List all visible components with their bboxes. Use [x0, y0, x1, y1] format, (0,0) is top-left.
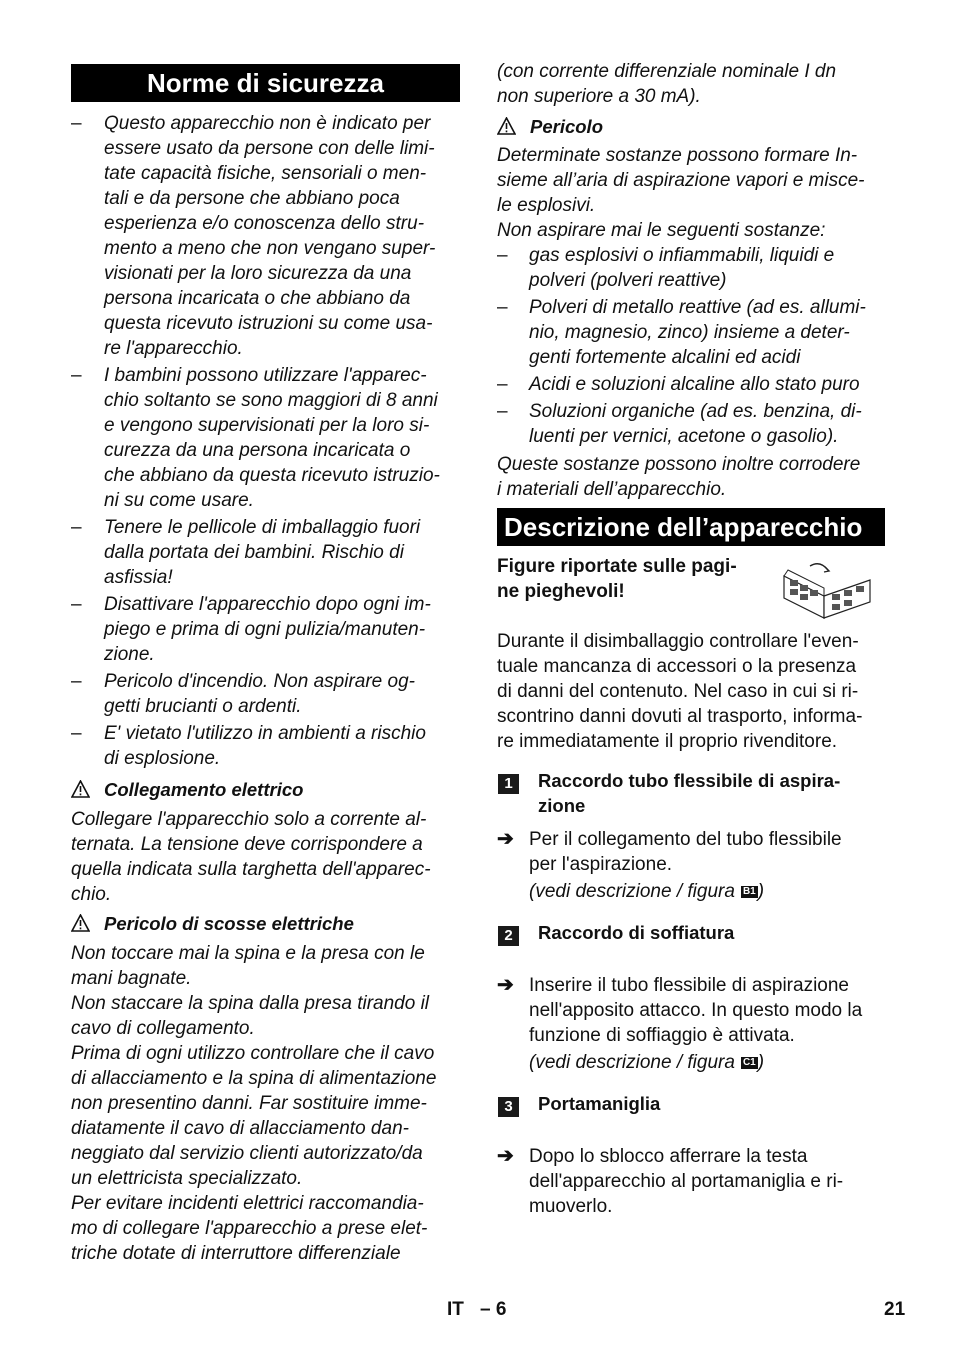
- paragraph-line: non superiore a 30 mA).: [497, 86, 701, 107]
- paragraph-line: scontrino danni dovuti al trasporto, informa-: [497, 706, 863, 727]
- bullet-text: Pericolo d'incendio. Non aspirare og-: [104, 671, 415, 692]
- bullet-text: E' vietato l'utilizzo in ambienti a rischio: [104, 723, 426, 744]
- page-number: 21: [884, 1299, 906, 1320]
- footer-local-page: – 6: [480, 1299, 507, 1320]
- paragraph-line: neggiato dal servizio clienti autorizzato/da: [71, 1143, 423, 1164]
- closing-paren: ): [757, 1052, 765, 1073]
- paragraph-line: Per evitare incidenti elettrici raccomandia-: [71, 1193, 424, 1214]
- bullet-text: dalla portata dei bambini. Rischio di: [104, 542, 404, 563]
- bullet-dash: –: [497, 374, 508, 395]
- bullet-dash: –: [71, 517, 82, 538]
- paragraph-line: mo di collegare l'apparecchio a prese elet-: [71, 1218, 428, 1239]
- paragraph-line: di danni del contenuto. Nel caso in cui si ri-: [497, 681, 859, 702]
- paragraph-line: chio.: [71, 884, 112, 905]
- bullet-text: e vengono supervisionati per la loro si-: [104, 415, 430, 436]
- bullet-text: mento a meno che non vengano super-: [104, 238, 436, 259]
- bullet-text: luenti per vernici, acetone o gasolio).: [529, 426, 839, 447]
- component-title: Raccordo tubo flessibile di aspira-: [538, 770, 841, 791]
- bullet-text: di esplosione.: [104, 748, 221, 769]
- paragraph-line: triche dotate di interruttore differenziale: [71, 1243, 401, 1264]
- bullet-dash: –: [497, 401, 508, 422]
- paragraph-line: diatamente il cavo di allacciamento dan-: [71, 1118, 409, 1139]
- paragraph-line: quella indicata sulla targhetta dell'apparec-: [71, 859, 431, 880]
- paragraph-line: sieme all’aria di aspirazione vapori e misce-: [497, 170, 865, 191]
- paragraph-line: ne pieghevoli!: [497, 581, 625, 602]
- figure-reference: [529, 879, 764, 904]
- paragraph-line: Prima di ogni utilizzo controllare che il cavo: [71, 1043, 435, 1064]
- bullet-dash: –: [71, 671, 82, 692]
- warning-title: Collegamento elettrico: [104, 779, 304, 800]
- bullet-text: ni su come usare.: [104, 490, 254, 511]
- bullet-text: asfissia!: [104, 567, 173, 588]
- bullet-text: piego e prima di ogni pulizia/manuten-: [104, 619, 426, 640]
- figure-reference-text: (vedi descrizione / figura: [529, 881, 735, 902]
- bullet-text: nio, magnesio, zinco) insieme a deter-: [529, 322, 850, 343]
- paragraph-line: le esplosivi.: [497, 195, 596, 216]
- component-text: nell'apposito attacco. In questo modo la: [529, 1000, 863, 1021]
- paragraph-line: re immediatamente il proprio rivenditore.: [497, 731, 838, 752]
- component-text: dell'apparecchio al portamaniglia e ri-: [529, 1171, 844, 1192]
- paragraph-line: Determinate sostanze possono formare In-: [497, 145, 858, 166]
- bullet-text: re l'apparecchio.: [104, 338, 243, 359]
- paragraph-line: Queste sostanze possono inoltre corrodere: [497, 454, 861, 475]
- bullet-text: getti brucianti o ardenti.: [104, 696, 302, 717]
- figure-tag-icon: C1: [742, 1056, 756, 1068]
- bullet-text: persona incaricata o che abbiano da: [104, 288, 411, 309]
- paragraph-line: Non toccare mai la spina e la presa con le: [71, 943, 425, 964]
- paragraph-line: di allacciamento e la spina di alimentazione: [71, 1068, 437, 1089]
- arrow-right-icon: ➔: [497, 828, 514, 850]
- bullet-dash: –: [71, 365, 82, 386]
- bullet-text: Disattivare l'apparecchio dopo ogni im-: [104, 594, 431, 615]
- paragraph-line: tuale mancanza di accessori o la presenza: [497, 656, 857, 677]
- component-text: funzione di soffiaggio è attivata.: [529, 1025, 795, 1046]
- component-title: zione: [538, 795, 586, 816]
- bullet-text: Tenere le pellicole di imballaggio fuori: [104, 517, 421, 538]
- bullet-text: Questo apparecchio non è indicato per: [104, 113, 431, 134]
- section-heading-description: Descrizione dell’apparecchio: [497, 508, 885, 546]
- paragraph-line: non presentino danni. Far sostituire imme-: [71, 1093, 427, 1114]
- footer-language: IT: [447, 1299, 464, 1320]
- paragraph-line: Figure riportate sulle pagi-: [497, 556, 737, 577]
- paragraph-line: Collegare l'apparecchio solo a corrente al-: [71, 809, 427, 830]
- bullet-text: Soluzioni organiche (ad es. benzina, di-: [529, 401, 862, 422]
- bullet-text: genti fortemente alcalini ed acidi: [529, 347, 801, 368]
- component-text: Dopo lo sblocco afferrare la testa: [529, 1146, 808, 1167]
- warning-title: Pericolo di scosse elettriche: [104, 913, 354, 934]
- paragraph-line: un elettricista specializzato.: [71, 1168, 303, 1189]
- paragraph-line: Non staccare la spina dalla presa tirando il: [71, 993, 430, 1014]
- bullet-text: chio soltanto se sono maggiori di 8 anni: [104, 390, 438, 411]
- bullet-dash: –: [71, 723, 82, 744]
- component-number-badge: 1: [498, 774, 519, 794]
- arrow-right-icon: ➔: [497, 1145, 514, 1167]
- bullet-text: esperienza e/o conoscenza dello stru-: [104, 213, 425, 234]
- figure-reference: [529, 1050, 764, 1075]
- bullet-text: essere usato da persone con delle limi-: [104, 138, 435, 159]
- bullet-text: I bambini possono utilizzare l'apparec-: [104, 365, 427, 386]
- bullet-text: gas esplosivi o infiammabili, liquidi e: [529, 245, 835, 266]
- paragraph-line: (con corrente differenziale nominale I dn: [497, 61, 837, 82]
- bullet-text: zione.: [104, 644, 155, 665]
- bullet-text: questa ricevuto istruzioni su come usa-: [104, 313, 433, 334]
- bullet-dash: –: [71, 113, 82, 134]
- warning-title: Pericolo: [530, 116, 603, 137]
- paragraph-line: Non aspirare mai le seguenti sostanze:: [497, 220, 826, 241]
- warning-triangle-icon: [71, 914, 90, 932]
- component-text: per l'aspirazione.: [529, 854, 673, 875]
- bullet-dash: –: [497, 297, 508, 318]
- paragraph-line: cavo di collegamento.: [71, 1018, 255, 1039]
- bullet-dash: –: [71, 594, 82, 615]
- bullet-dash: –: [497, 245, 508, 266]
- paragraph-line: Durante il disimballaggio controllare l'even-: [497, 631, 859, 652]
- bullet-text: Polveri di metallo reattive (ad es. allumi-: [529, 297, 866, 318]
- bullet-text: polveri (polveri reattive): [529, 270, 727, 291]
- arrow-right-icon: ➔: [497, 974, 514, 996]
- warning-triangle-icon: [71, 780, 90, 798]
- paragraph-line: mani bagnate.: [71, 968, 192, 989]
- figure-reference-text: (vedi descrizione / figura: [529, 1052, 735, 1073]
- component-number-badge: 2: [498, 926, 519, 946]
- component-title: Portamaniglia: [538, 1093, 661, 1114]
- paragraph-line: ternata. La tensione deve corrispondere a: [71, 834, 423, 855]
- warning-triangle-icon: [497, 117, 516, 135]
- figure-tag-icon: B1: [742, 885, 756, 897]
- bullet-text: che abbiano da questa ricevuto istruzio-: [104, 465, 440, 486]
- component-text: muoverlo.: [529, 1196, 613, 1217]
- component-number-badge: 3: [498, 1097, 519, 1117]
- bullet-text: Acidi e soluzioni alcaline allo stato puro: [529, 374, 860, 395]
- open-book-icon: [780, 558, 876, 620]
- closing-paren: ): [757, 881, 765, 902]
- component-text: Inserire il tubo flessibile di aspirazione: [529, 975, 849, 996]
- component-text: Per il collegamento del tubo flessibile: [529, 829, 842, 850]
- bullet-text: curezza da una persona incaricata o: [104, 440, 411, 461]
- paragraph-line: i materiali dell’apparecchio.: [497, 479, 727, 500]
- bullet-text: tali e da persone che abbiano poca: [104, 188, 400, 209]
- section-heading-safety: Norme di sicurezza: [71, 64, 460, 102]
- component-title: Raccordo di soffiatura: [538, 922, 735, 943]
- bullet-text: visionati per la loro sicurezza da una: [104, 263, 412, 284]
- bullet-text: tate capacità fisiche, sensoriali o men-: [104, 163, 427, 184]
